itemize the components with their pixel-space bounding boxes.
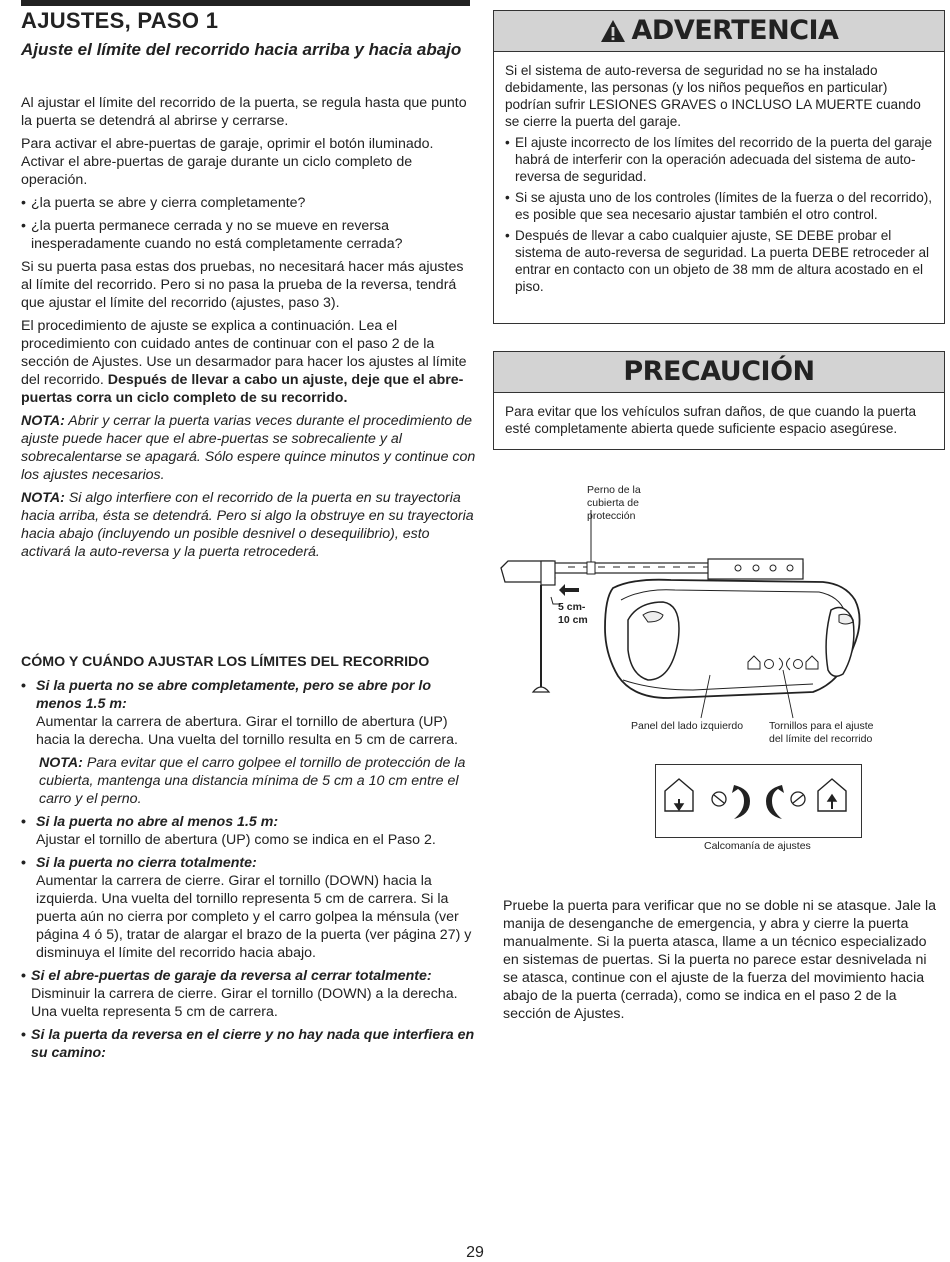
adjust-item-body: Aumentar la carrera de cierre. Girar el tornillo (DOWN) hacia la izquierda. Una vuelta del tornillo representa 5 cm de carrera. Si la puerta aún no cierra por completo y el carro golpea la ménsula (ver página 4 ó 5), tratar de alargar el brazo de la puerta (ver página 27) y disminuya el límite del recorrido hacia abajo. xyxy=(36,873,472,961)
screw-icon xyxy=(791,792,805,806)
house-down-icon xyxy=(665,779,693,811)
intro-paragraph-2: Para activar el abre-puertas de garaje, oprimir el botón iluminado. Activar el abre-puertas de garaje durante un ciclo completo de operación. xyxy=(21,136,434,188)
question-item: • ¿la puerta permanece cerrada y no se mueve en reversa inesperadamente cuando no está completamente cerrada? xyxy=(21,218,403,252)
title-rule xyxy=(21,0,470,6)
adjust-item-body: Ajustar el tornillo de abertura (UP) como se indica en el Paso 2. xyxy=(36,832,436,848)
warning-bullet: • El ajuste incorrecto de los límites del recorrido de la puerta del garaje habrá de interferir con la operación adecuada del sistema de auto-reversa de seguridad. xyxy=(505,135,933,184)
adjust-item-heading: • Si la puerta da reversa en el cierre y no hay nada que interfiera en su camino: xyxy=(21,1027,475,1061)
warning-bullet: • Si se ajusta uno de los controles (límites de la fuerza o del recorrido), es posible que sea necesario ajustar también el otro control. xyxy=(505,190,933,222)
label-decal: Calcomanía de ajustes xyxy=(704,840,811,852)
label-distance-1: 5 cm- xyxy=(558,601,586,613)
page-title: AJUSTES, PASO 1 xyxy=(21,8,219,33)
question-item: • ¿la puerta se abre y cierra completamente? xyxy=(21,195,306,211)
label-left-panel: Panel del lado izquierdo xyxy=(631,720,744,732)
label-limit-screws: Tornillos para el ajuste del límite del recorrido xyxy=(769,720,874,745)
page-number: 29 xyxy=(466,1244,484,1261)
warning-bullet: • Después de llevar a cabo cualquier ajuste, SE DEBE probar el sistema de auto-reversa de seguridad. La puerta DEBE retroceder al entrar en contacto con un objeto de 38 mm de altura acostado en el piso. xyxy=(505,228,930,294)
note-2: NOTA: Si algo interfiere con el recorrido de la puerta en su trayectoria hacia arriba, ésta se detendrá. Pero si algo la obstruye en su trayectoria hacia abajo (incluyendo un posible desnivel o desequilibrio), esto activará la auto-reversa y la puerta retrocederá. xyxy=(21,490,474,560)
intro-paragraph-4: El procedimiento de ajuste se explica a continuación. Lea el procedimiento con cuidado antes de continuar con el paso 2 de la sección de Ajustes. Use un desarmador para hacer los ajustes al límite del recorrido. Después de llevar a cabo un ajuste, deje que el abre-puertas corra un ciclo completo de su recorrido. xyxy=(21,318,467,406)
adjust-item-body: Aumentar la carrera de abertura. Girar el tornillo de abertura (UP) hacia la derecha. Una vuelta del tornillo resulta en 5 cm de carrera. xyxy=(36,714,458,748)
rotate-arrow-icon xyxy=(732,785,750,819)
caution-body: Para evitar que los vehículos sufran daños, de que cuando la puerta esté completamente abierta quede suficiente espacio asegúrese. xyxy=(505,404,917,436)
arrow-left-icon xyxy=(559,584,579,596)
caution-box xyxy=(493,351,945,450)
rotate-arrow-icon xyxy=(766,785,784,819)
adjust-item-heading: • Si la puerta no abre al menos 1.5 m: xyxy=(21,814,279,830)
page-subtitle: Ajuste el límite del recorrido hacia arriba y hacia abajo xyxy=(21,40,462,59)
label-cover-bolt: Perno de la cubierta de protección xyxy=(587,484,641,522)
intro-paragraph-1: Al ajustar el límite del recorrido de la puerta, se regula hasta que punto la puerta se detendrá al abrirse y cerrarse. xyxy=(21,95,467,129)
house-up-icon xyxy=(818,779,846,811)
note-1: NOTA: Abrir y cerrar la puerta varias veces durante el procedimiento de ajuste puede hacer que el abre-puertas se sobrecaliente y al sobrecalentarse se apagará. Sólo espere quince minutos y continue con los ajustes necesarios. xyxy=(21,413,476,483)
adjustment-decal xyxy=(655,764,862,838)
intro-paragraph-3: Si su puerta pasa estas dos pruebas, no necesitará hacer más ajustes al límite del recorrido. Pero si no pasa la prueba de la reversa, tendrá que ajustar el límite del recorrido (ajustes, paso 3). xyxy=(21,259,464,311)
adjust-item-heading: • Si el abre-puertas de garaje da reversa al cerrar totalmente: xyxy=(21,968,432,984)
release-handle xyxy=(533,687,549,692)
warning-box xyxy=(493,10,945,324)
adjust-note: NOTA: Para evitar que el carro golpee el tornillo de protección de la cubierta, mantenga una distancia mínima de 5 cm a 10 cm entre el carro y el perno. xyxy=(39,755,466,807)
intro-section xyxy=(21,94,476,566)
caution-header: PRECAUCIÓN xyxy=(494,352,944,393)
adjust-item-heading: • Si la puerta no cierra totalmente: xyxy=(21,855,257,871)
test-door-paragraph: Pruebe la puerta para verificar que no se doble ni se atasque. Jale la manija de desenganche de emergencia, y abra y cierre la puerta manualmente. Si la puerta atasca, llame a un técnico especializado en sistemas de puertas. Si la puerta no parece estar desnivelada ni se atasca, continue con el ajuste de la fuerza del movimiento hacia abajo de la puerta (cerrada), como se indica en el paso 2 de la sección de Ajustes. xyxy=(503,898,936,1022)
label-distance-2: 10 cm xyxy=(558,614,588,626)
screw-icon xyxy=(712,792,726,806)
adjust-item-heading: • Si la puerta no se abre completamente, pero se abre por lo menos 1.5 m: xyxy=(21,678,432,712)
warning-intro: Si el sistema de auto-reversa de seguridad no se ha instalado debidamente, las personas (y los niños pequeños en particular) podrían sufrir LESIONES GRAVES o INCLUSO LA MUERTE cuando se cierre la puerta del garaje. xyxy=(505,63,921,129)
warning-header: ADVERTENCIA xyxy=(494,11,944,52)
warning-triangle-icon xyxy=(600,15,626,55)
adjust-item-body: Disminuir la carrera de cierre. Girar el tornillo (DOWN) a la derecha. Una vuelta representa 5 cm de carrera. xyxy=(31,986,458,1020)
adjust-list xyxy=(21,677,476,1062)
section-heading: CÓMO Y CUÁNDO AJUSTAR LOS LÍMITES DEL RECORRIDO xyxy=(21,654,430,670)
